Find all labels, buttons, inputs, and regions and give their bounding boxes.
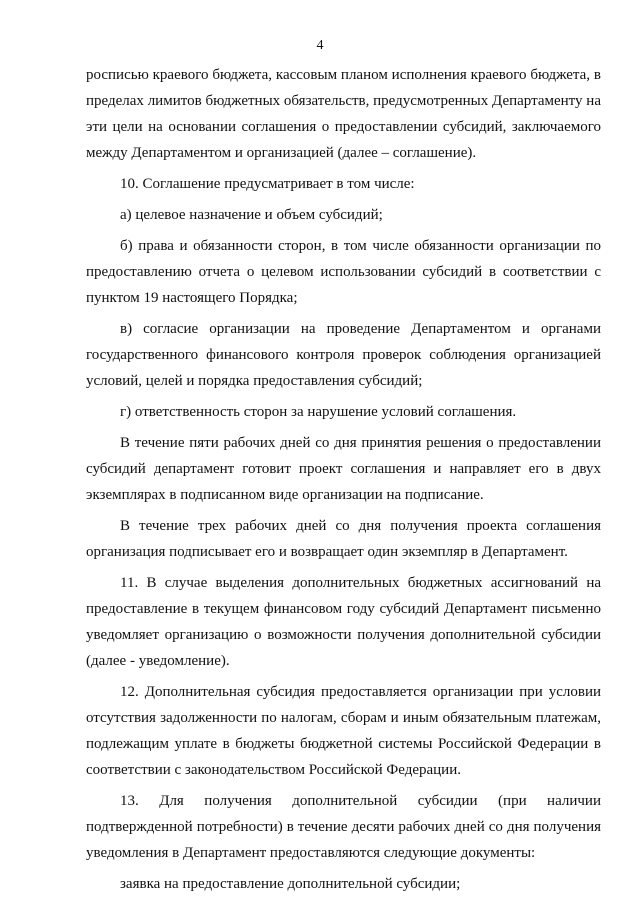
- page-number: 4: [316, 38, 324, 53]
- paragraph-application: заявка на предоставление дополнительной субсидии;: [120, 876, 461, 892]
- paragraph-item-13: 13. Для получения дополнительной субсидии (при наличии подтвержденной потребности) в течение десяти рабочих дней со дня получения уведомления в Департамент предоставляются следующие документы:: [86, 793, 601, 861]
- paragraph-item-10a: а) целевое назначение и объем субсидий;: [120, 207, 383, 223]
- paragraph-item-10v: в) согласие организации на проведение Департаментом и органами государственного финансового контроля проверок соблюдения организацией условий, целей и порядка предоставления субсидий;: [86, 321, 601, 389]
- document-body: [86, 62, 601, 897]
- paragraph-continuation: росписью краевого бюджета, кассовым планом исполнения краевого бюджета, в пределах лимитов бюджетных обязательств, предусмотренных Департаменту на эти цели на основании соглашения о предоставлении субсидий, заключаемого между Департаментом и организацией (далее – соглашение).: [86, 67, 601, 161]
- paragraph-three-days: В течение трех рабочих дней со дня получения проекта соглашения организация подписывает его и возвращает один экземпляр в Департамент.: [86, 518, 601, 560]
- paragraph-five-days: В течение пяти рабочих дней со дня принятия решения о предоставлении субсидий департамент готовит проект соглашения и направляет его в двух экземплярах в подписанном виде организации на подписание.: [86, 435, 601, 503]
- paragraph-item-12: 12. Дополнительная субсидия предоставляется организации при условии отсутствия задолженности по налогам, сборам и иным обязательным платежам, подлежащим уплате в бюджеты бюджетной системы Российской Федерации в соответствии с законодательством Российской Федерации.: [86, 684, 601, 778]
- paragraph-item-10b: б) права и обязанности сторон, в том числе обязанности организации по предоставлению отчета о целевом использовании субсидий в соответствии с пунктом 19 настоящего Порядка;: [86, 238, 601, 306]
- paragraph-item-10: 10. Соглашение предусматривает в том числе:: [120, 176, 415, 192]
- paragraph-item-10g: г) ответственность сторон за нарушение условий соглашения.: [120, 404, 517, 420]
- paragraph-item-11: 11. В случае выделения дополнительных бюджетных ассигнований на предоставление в текущем финансовом году субсидий Департамент письменно уведомляет организацию о возможности получения дополнительной субсидии (далее - уведомление).: [86, 575, 601, 669]
